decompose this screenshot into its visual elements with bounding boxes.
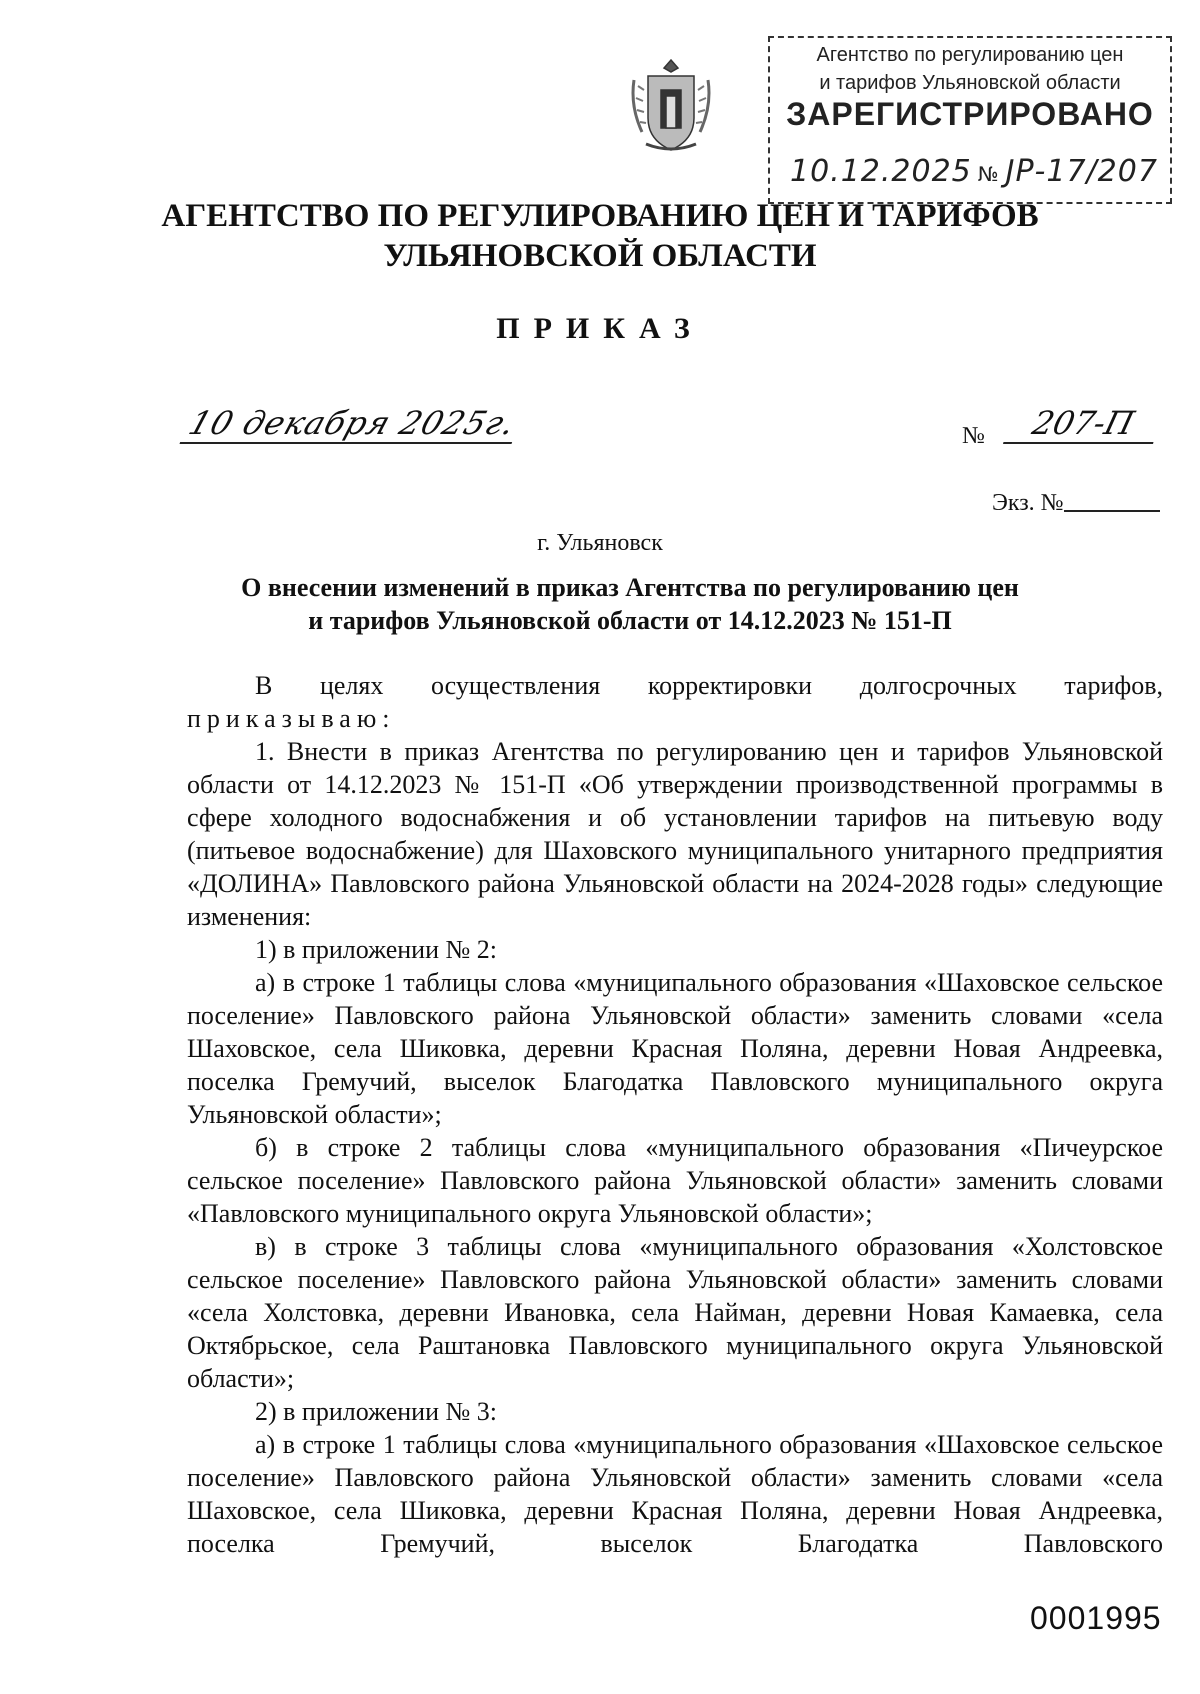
subitem-1a-paragraph: а) в строке 1 таблицы слова «муниципального образования «Шаховское сельское поселение» Павловского района Ульяновской области» заменить словами «села Шаховское, села Шиковка, деревни Красная Поляна, деревни Новая Андреевка, поселка Гремучий, выселок Благодатка Павловского муниципального округа Ульяновской области»; [187, 968, 1163, 1129]
stamp-no-sign: № [977, 162, 1000, 186]
order-word-paragraph [187, 702, 1163, 735]
stamp-agency-line2: и тарифов Ульяновской области [819, 72, 1121, 94]
registration-stamp [768, 36, 1172, 204]
subitem-2a-paragraph: а) в строке 1 таблицы слова «муниципального образования «Шаховское сельское поселение» Павловского района Ульяновской области» заменить словами «села Шаховское, села Шиковка, деревни Красная Поляна, деревни Новая Андреевка, поселка Гремучий, выселок Благодатка Павловского [187, 1430, 1163, 1558]
order-number-label: № [962, 423, 985, 449]
intro-paragraph: В целях осуществления корректировки долгосрочных тарифов, [255, 671, 1163, 700]
page-code: 0001995 [1030, 1600, 1162, 1636]
subject-line1: О внесении изменений в приказ Агентства по регулированию цен [241, 573, 1019, 602]
stamp-registration [790, 154, 1158, 189]
subitem-1-heading: 1) в приложении № 2: [255, 935, 498, 964]
stamp-reg-number: ЈР-17/207 [1005, 154, 1158, 189]
subitem-2-heading: 2) в приложении № 3: [255, 1397, 498, 1426]
order-body [187, 669, 1163, 1560]
document-type-title: ПРИКАЗ [496, 312, 704, 345]
order-word: приказываю: [187, 704, 396, 733]
stamp-reg-date: 10.12.2025 [790, 154, 972, 189]
agency-name-line1: АГЕНТСТВО ПО РЕГУЛИРОВАНИЮ ЦЕН И ТАРИФОВ [161, 198, 1039, 234]
subject-line2: и тарифов Ульяновской области от 14.12.2023 № 151-П [308, 606, 952, 635]
subitem-1c-paragraph: в) в строке 3 таблицы слова «муниципального образования «Холстовское сельское поселение» Павловского района Ульяновской области» заменить словами «села Холстовка, деревни Ивановка, села Найман, деревни Новая Камаевка, села Октябрьское, села Раштановка Павловского муниципального округа Ульяновской области»; [187, 1232, 1163, 1393]
stamp-status: ЗАРЕГИСТРИРОВАНО [786, 96, 1154, 132]
handwritten-order-number: 207-П [1003, 404, 1163, 444]
handwritten-date: 10 декабря 2025г. [180, 404, 525, 444]
agency-name-line2: УЛЬЯНОВСКОЙ ОБЛАСТИ [383, 238, 817, 274]
copy-number-label: Экз. № [992, 490, 1064, 516]
copy-number-blank-line [1064, 510, 1160, 512]
subitem-1b-paragraph: б) в строке 2 таблицы слова «муниципального образования «Пичеурское сельское поселение» Павловского района Ульяновской области» заменить словами «Павловского муниципального округа Ульяновской области»; [187, 1133, 1163, 1228]
order-subject [180, 571, 1080, 637]
stamp-agency-line1: Агентство по регулированию цен [816, 44, 1124, 66]
city-line: г. Ульяновск [537, 530, 663, 556]
item-1-paragraph: 1. Внести в приказ Агентства по регулированию цен и тарифов Ульяновской области от 14.12.2023 № 151-П «Об утверждении производственной программы в сфере холодного водоснабжения и об установлении тарифов на питьевую воду (питьевое водоснабжение) для Шаховского муниципального унитарного предприятия «ДОЛИНА» Павловского района Ульяновской области на 2024-2028 годы» следующие изменения: [187, 737, 1163, 931]
coat-of-arms-icon [628, 56, 714, 156]
